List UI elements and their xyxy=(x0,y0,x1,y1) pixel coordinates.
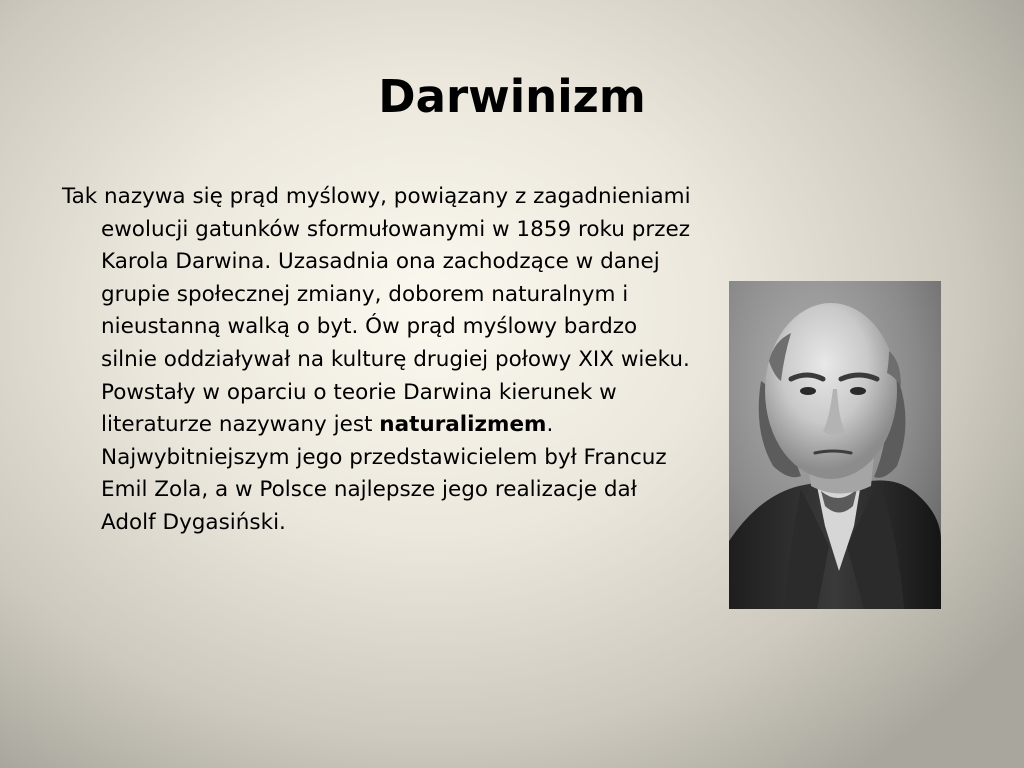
body-text-intro: Tak nazywa się prąd myślowy, powiązany z zagadnieniami ewolucji gatunków sformułowanymi w 1859 roku przez Karola Darwina. Uzasadnia ona zachodzące w danej grupie społecznej zmiany, doborem naturalnym i nieustanną walką o byt. Ów prąd myślowy bardzo silnie oddziaływał na kulturę drugiej połowy XIX wieku. Powstały w oparciu o teorie Darwina kierunek w literaturze nazywany jest xyxy=(62,184,691,438)
slide-title: Darwinizm xyxy=(378,70,646,123)
portrait-photo xyxy=(729,281,941,609)
slide-body-text xyxy=(62,181,691,540)
body-text-outro: . Najwybitniejszym jego przedstawicielem był Francuz Emil Zola, a w Polsce najlepsze jego realizacje dał Adolf Dygasiński. xyxy=(101,412,667,535)
portrait-illustration xyxy=(729,281,941,609)
body-text-emphasis: naturalizmem xyxy=(379,412,547,438)
